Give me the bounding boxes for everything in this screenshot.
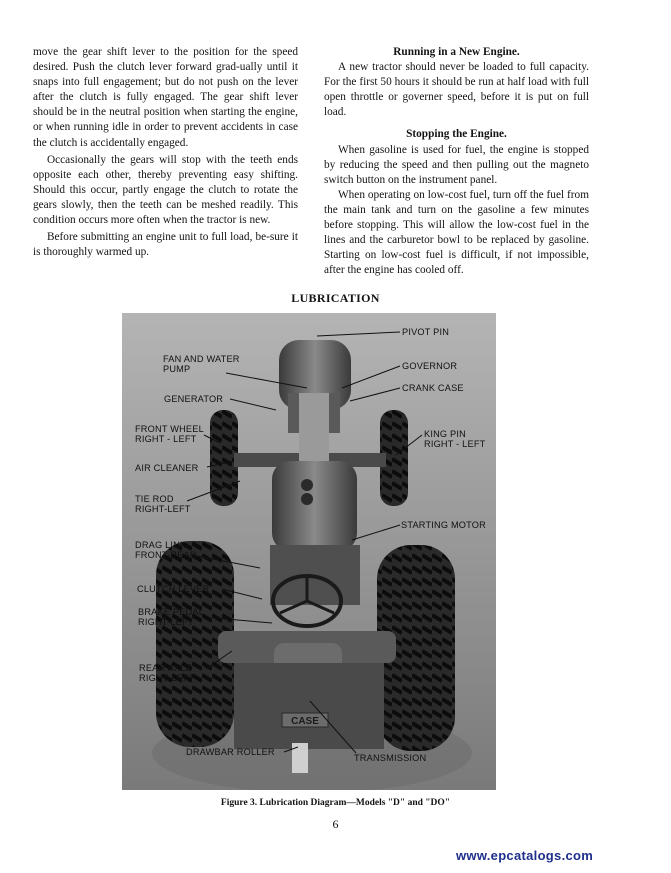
callout-crank-case: CRANK CASE — [402, 383, 464, 393]
paragraph: When gasoline is used for fuel, the engine is stopped by reducing the speed and then pulling out the magneto switch button on the instrument panel. — [324, 143, 589, 186]
case-plate-text: CASE — [291, 716, 319, 727]
paragraph: Occasionally the gears will stop with the teeth ends opposite each other, thereby preventing easy shifting. Should this occur, partly engage the clutch to rotate the gears slowly, then the teeth can be meshed readily. This condition occurs more often when the tractor is new. — [33, 153, 298, 227]
watermark-url: www.epcatalogs.com — [456, 848, 594, 863]
section-title: LUBRICATION — [291, 291, 380, 305]
right-text-column — [324, 45, 589, 278]
paragraph: Before submitting an engine unit to full load, be-sure it is thoroughly warmed up. — [33, 231, 298, 259]
paragraph: A new tractor should never be loaded to full capacity. For the first 50 hours it should be run at half load with full open throttle or governer speed, before it is put on full load. — [324, 61, 589, 119]
figure-caption: Figure 3. Lubrication Diagram—Models "D" and "DO" — [220, 798, 451, 808]
callout-pivot-pin: PIVOT PIN — [402, 327, 450, 337]
callout-clutch-lever: CLUTCH LEVER — [137, 584, 210, 594]
subheading-running-in: Running in a New Engine. — [393, 46, 520, 58]
callout-fan-water-pump: FAN AND WATER PUMP — [163, 354, 240, 374]
callout-generator: GENERATOR — [164, 394, 224, 404]
callout-rear-axle: REAR AXLE RIGHT-LEFT — [139, 663, 195, 683]
paragraph: When operating on low-cost fuel, turn off the fuel from the main tank and turn on the gasoline a few minutes before stopping. This will allow the low-cost fuel in the lines and the carburetor bowl to be replaced by gasoline. Starting on low-cost fuel is difficult, if not impossible, after the engine has cooled off. — [324, 188, 589, 277]
subheading-stopping: Stopping the Engine. — [406, 128, 507, 141]
callout-tie-rod: TIE ROD RIGHT-LEFT — [135, 494, 191, 514]
left-text-column — [33, 45, 298, 260]
lubrication-diagram-figure — [122, 313, 496, 790]
callout-governor: GOVERNOR — [402, 361, 458, 371]
paragraph: move the gear shift lever to the position for the speed desired. Push the clutch lever forward grad-ually until it snaps into full engagement; but do not push on the lever after the clutch is fully engaged. The gear shift lever should be in the neutral position when starting the engine, or when running idle in order to prevent accidents in case the clutch is accidentally engaged. — [33, 46, 298, 149]
callout-transmission: TRANSMISSION — [354, 753, 427, 763]
callout-drawbar-roller: DRAWBAR ROLLER — [186, 747, 275, 757]
page-number: 6 — [332, 817, 339, 831]
callout-starting-motor: STARTING MOTOR — [401, 520, 486, 530]
callout-air-cleaner: AIR CLEANER — [135, 463, 199, 473]
callout-drag-link: DRAG LINK FRONT-REAR — [135, 540, 197, 560]
callout-king-pin: KING PIN RIGHT - LEFT — [424, 429, 486, 449]
callout-brake-pedal: BRAKE PEDAL RIGHT-LEFT — [138, 607, 205, 627]
front-wheel-left — [210, 410, 238, 506]
callout-front-wheel: FRONT WHEEL RIGHT - LEFT — [135, 424, 204, 444]
